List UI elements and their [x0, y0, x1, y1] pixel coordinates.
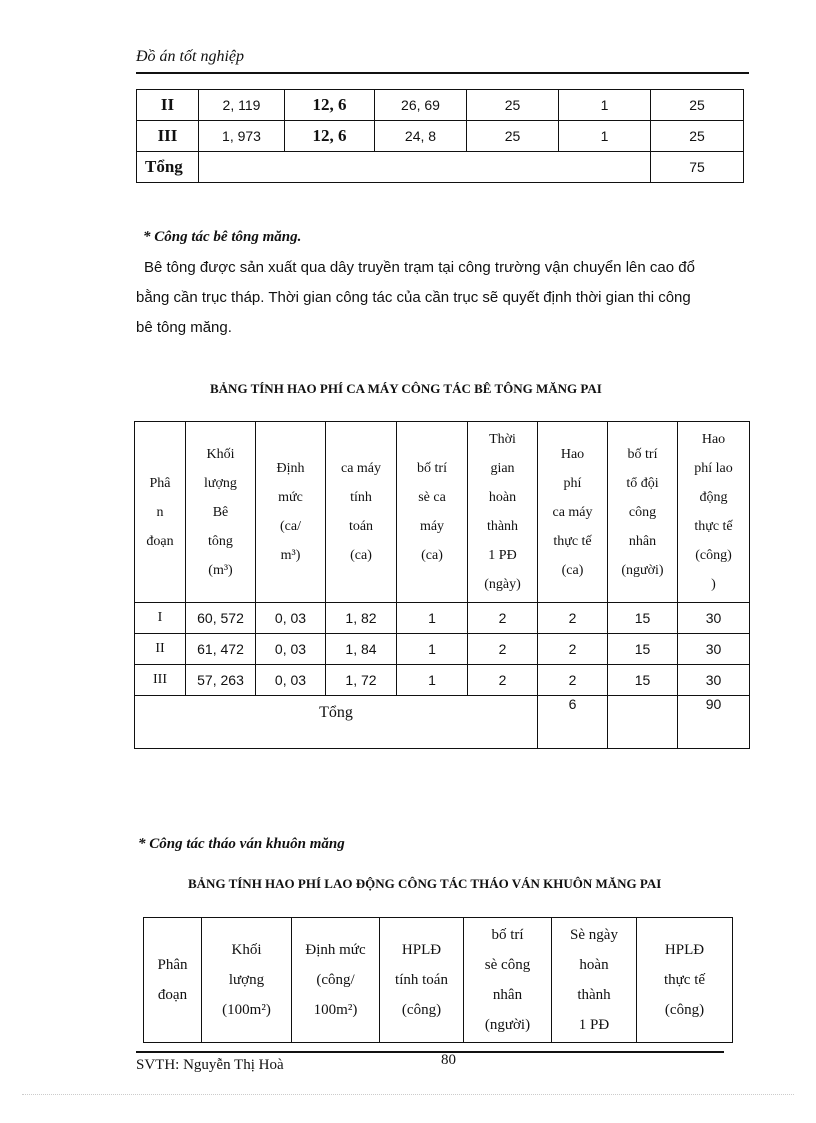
header-ca-may: ca máy tính toán (ca) [326, 422, 397, 603]
total-empty-cell [199, 152, 651, 183]
header-khoi-luong: Khối lượng (100m²) [202, 918, 292, 1043]
total-value: 75 [651, 152, 744, 183]
cell-dinh-muc: 0, 03 [256, 634, 326, 665]
table-header-row [135, 422, 750, 603]
header-bo-tri-ca: bố trí sè ca máy (ca) [397, 422, 468, 603]
header-khoi-luong: Khối lượng Bê tông (m³) [186, 422, 256, 603]
machine-shift-table [134, 421, 750, 749]
cell-thoi-gian: 2 [468, 634, 538, 665]
page-bottom-border [22, 1094, 794, 1095]
footer-author: SVTH: Nguyễn Thị Hoà [136, 1057, 284, 1073]
cell-to-doi: 15 [608, 665, 678, 696]
formwork-removal-table [143, 917, 733, 1043]
total-row [137, 152, 744, 183]
paragraph-line: bê tông măng. [136, 319, 232, 336]
header-dinh-muc: Định mức (công/ 100m²) [292, 918, 380, 1043]
cell-hao-phi: 2 [538, 603, 608, 634]
section-title-be-tong: * Công tác bê tông măng. [143, 229, 302, 245]
cell-ca-may: 1, 82 [326, 603, 397, 634]
cell-hao-phi: 2 [538, 634, 608, 665]
cell-so-ngay: 1 [559, 90, 651, 121]
cell-ca-may: 1, 72 [326, 665, 397, 696]
cell-to-doi: 15 [608, 603, 678, 634]
table-row [135, 665, 750, 696]
page-header-title: Đồ án tốt nghiệp [136, 48, 244, 65]
paragraph-line: bằng cần trục tháp. Thời gian công tác của cần trục sẽ quyết định thời gian thi công [136, 289, 691, 306]
cell-so-cong-nhan: 25 [467, 90, 559, 121]
cell-khoi-luong: 1, 973 [199, 121, 285, 152]
cell-lao-dong: 30 [678, 665, 750, 696]
cell-tinh-toan: 26, 69 [375, 90, 467, 121]
cell-thuc-te: 25 [651, 121, 744, 152]
labor-table-continued [136, 89, 744, 183]
footer-divider [136, 1051, 724, 1053]
header-phan-doan: Phân đoạn [144, 918, 202, 1043]
total-row [135, 696, 750, 749]
paragraph-line: Bê tông được sản xuất qua dây truyền trạm tại công trường vận chuyển lên cao đổ [144, 259, 695, 276]
cell-phan-doan: III [137, 121, 199, 152]
cell-dinh-muc: 12, 6 [285, 121, 375, 152]
cell-hao-phi: 2 [538, 665, 608, 696]
cell-khoi-luong: 57, 263 [186, 665, 256, 696]
cell-bo-tri: 1 [397, 634, 468, 665]
table-row [137, 90, 744, 121]
header-lao-dong: Hao phí lao động thực tế (công) ) [678, 422, 750, 603]
total-label: Tổng [137, 152, 199, 183]
cell-khoi-luong: 61, 472 [186, 634, 256, 665]
section-title-thao-van: * Công tác tháo ván khuôn măng [138, 836, 345, 852]
table-row [135, 603, 750, 634]
cell-tinh-toan: 24, 8 [375, 121, 467, 152]
cell-dinh-muc: 0, 03 [256, 665, 326, 696]
cell-so-cong-nhan: 25 [467, 121, 559, 152]
cell-ca-may: 1, 84 [326, 634, 397, 665]
cell-phan-doan: I [135, 603, 186, 634]
header-thoi-gian: Thời gian hoàn thành 1 PĐ (ngày) [468, 422, 538, 603]
header-dinh-muc: Định mức (ca/ m³) [256, 422, 326, 603]
total-lao-dong: 90 [678, 696, 750, 749]
header-bo-tri-cong-nhan: bố trí sè công nhân (người) [464, 918, 552, 1043]
header-phan-doan: Phâ n đoạn [135, 422, 186, 603]
table-row [137, 121, 744, 152]
cell-thuc-te: 25 [651, 90, 744, 121]
cell-thoi-gian: 2 [468, 603, 538, 634]
header-to-doi: bố trí tổ đội công nhân (người) [608, 422, 678, 603]
header-hpld-tinh-toan: HPLĐ tính toán (công) [380, 918, 464, 1043]
total-hao-phi: 6 [538, 696, 608, 749]
total-empty-cell [608, 696, 678, 749]
cell-khoi-luong: 60, 572 [186, 603, 256, 634]
cell-phan-doan: III [135, 665, 186, 696]
cell-lao-dong: 30 [678, 603, 750, 634]
table-caption-ca-may: BẢNG TÍNH HAO PHÍ CA MÁY CÔNG TÁC BÊ TÔNG MĂNG PAI [210, 381, 602, 396]
page-number: 80 [441, 1052, 456, 1068]
table-row [135, 634, 750, 665]
cell-phan-doan: II [135, 634, 186, 665]
cell-dinh-muc: 0, 03 [256, 603, 326, 634]
total-label: Tổng [135, 696, 538, 749]
cell-lao-dong: 30 [678, 634, 750, 665]
header-hpld-thuc-te: HPLĐ thực tế (công) [637, 918, 733, 1043]
cell-thoi-gian: 2 [468, 665, 538, 696]
cell-khoi-luong: 2, 119 [199, 90, 285, 121]
cell-bo-tri: 1 [397, 665, 468, 696]
section-paragraph [136, 253, 736, 343]
header-hao-phi-ca: Hao phí ca máy thực tế (ca) [538, 422, 608, 603]
cell-phan-doan: II [137, 90, 199, 121]
cell-dinh-muc: 12, 6 [285, 90, 375, 121]
cell-so-ngay: 1 [559, 121, 651, 152]
table-caption-lao-dong: BẢNG TÍNH HAO PHÍ LAO ĐỘNG CÔNG TÁC THÁO VÁN KHUÔN MĂNG PAI [188, 876, 662, 891]
header-so-ngay: Sè ngày hoàn thành 1 PĐ [552, 918, 637, 1043]
cell-bo-tri: 1 [397, 603, 468, 634]
cell-to-doi: 15 [608, 634, 678, 665]
header-divider [136, 72, 749, 74]
table-header-row [144, 918, 733, 1043]
